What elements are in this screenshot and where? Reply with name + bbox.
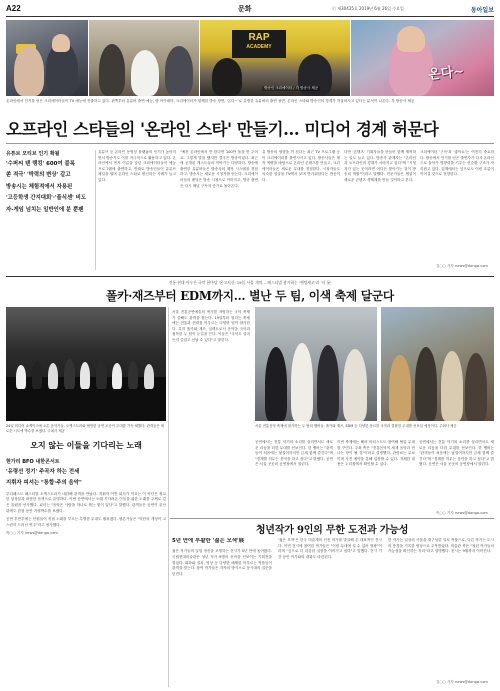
column-rule <box>168 307 169 687</box>
photo-band-two <box>381 307 494 421</box>
musician-figure <box>389 355 411 421</box>
article-subhead: 지휘자 피셔는 "통합·주의 음악" <box>6 480 82 487</box>
article-body: 부다페스트 페스티벌 오케스트라가 내한해 관객을 만났다. 지휘자 이반 피셔가 이끄는 이 악단은 정교한 앙상블과 따뜻한 음색으로 유명하다. 이번 공연에서는 오래 기다려온 이들을 위한 노래를 주제로 깊은 울림을 선사했다. 피셔는 "음악은 사람을 하나로 묶는 힘이 있다"고 말했다. 관객들은 공연이 끝난 뒤에도 한참 동안 기립박수를 보냈다. <box>6 491 166 513</box>
article-kicker: 전통·현대 아우른 국악 한마당 '온고지신' 19일 서울 개막… 페스티벌 참가하는 '랜텀새코'과 '더 튠' <box>168 280 332 285</box>
photo-caption: 서울 전통음악 축제에 참가하는 두 팀의 멤버들. 폴카와 재즈, EDM 등 다양한 장르를 국악과 결합한 무대를 선보일 예정이다. 주최사 제공 <box>255 424 457 428</box>
second-headline: 폴카·재즈부터 EDM까지… 별난 두 팀, 이색 축제 달군다 <box>106 289 394 303</box>
article-column: 다만 '콘텐츠' 기획자들을 만들어 함께 제작하는 일도 늘고 있다. 방송사 관계자는 "온라인과 오프라인의 경계가 사라지고 있다"며 "시청자가 있는 곳이라면 어디든 찾아가는 것이 방송의 역할"이라고 말했다. 전문가들은 협업이 새로운 콘텐츠 생태계를 만들 것이라고 본다. <box>344 150 416 182</box>
third-headline: 청년작가 9인의 무한 도전과 가능성 <box>255 525 409 536</box>
photo-credit: 방송인 크리에이터 / 각 방송사 제공 <box>264 86 319 90</box>
section-divider <box>6 276 494 277</box>
article-body: 젊은 작가들의 실험 정신을 조명하는 전시가 5년 만에 돌아왔다. 국립현대미술관은 청년 작가 9명의 신작을 선보이는 기획전을 열었다. 회화와 설치, 영상 등 다양한 매체를 아우르는 작품들이 관객을 맞는다. 참여 작가들은 각자의 방식으로 동시대의 질문을 던진다. <box>172 549 272 576</box>
masthead <box>6 3 494 17</box>
sidebar-column <box>6 458 166 687</box>
divider <box>170 518 494 519</box>
photo-caption: 온라인에서 인기를 얻은 크리에이터들이 TV 예능에 진출하고 있다. 왼쪽부터 유튜버 출연 예능, 랩 아카데미, 크리에이터가 함께한 방송 장면, '온다~'로 유명한 유튜버의 출연 장면. 온라인 스타와 방송인의 경계가 허물어지고 있다는 분석이 나온다. 각 방송사 제공 <box>6 99 415 103</box>
photo-creators-portrait <box>6 20 88 96</box>
article-column: 공연에서는 전통 악기의 소리를 살리면서도 새로운 리듬을 더한 무대를 선보인다. 한 멤버는 "관객들이 처음에는 낯설어하지만 금세 함께 즐긴다"며 "경계를 허무는 음악을 하고 싶다"고 밝혔다. 공연은 서울 곳곳의 공연장에서 열린다. <box>419 440 494 467</box>
article-subhead: 자-게임 넘치는 일반인에 분 뿐팬 <box>6 206 84 213</box>
divider <box>6 143 494 144</box>
musician-figure <box>128 361 138 389</box>
person-figure <box>99 44 125 96</box>
article-column: 유튜브 등 온라인 동영상 플랫폼의 인기가 높아지면서 방송가도 이를 적극적으로 활용하고 있다. 온라인에서 먼저 이름을 알린 크리에이터들이 예능 프로그램에 출연하고, 반대로 방송인들이 유튜브 채널을 열며 온라인 스타로 변신하는 사례가 늘고 있다. <box>98 150 176 182</box>
article-column: 공연에서는 전통 악기의 소리를 살리면서도 새로운 리듬을 더한 무대를 선보인다. 한 멤버는 "관객들이 처음에는 낯설어하지만 금세 함께 즐긴다"며 "경계를 허무는 음악을 하고 싶다"고 밝혔다. 공연은 서울 곳곳의 공연장에서 열린다. <box>255 440 333 467</box>
reporter-email: 이○○ 기자 news@donga.com <box>436 511 488 515</box>
section-title: 문화 <box>238 5 252 13</box>
musician-figure <box>80 362 90 389</box>
musician-figure <box>48 363 58 389</box>
sidebar-headline: 오지 않는 이들을 기다리는 노래 <box>30 440 142 450</box>
article-byline: 유튜브 모티브 인기 확될 <box>6 151 60 157</box>
musician-figure <box>32 361 42 389</box>
rap-academy-sign: RAP ACADEMY <box>232 30 286 58</box>
column-rule <box>95 150 96 270</box>
photo-orchestra <box>6 307 166 421</box>
person-head <box>397 26 425 52</box>
article-column <box>172 538 272 687</box>
issue-date: ⓒ 제30435호 2019년 6월 26일 수요일 <box>332 6 404 11</box>
musician-figure <box>265 347 287 421</box>
reporter-email: 김○○ 기자 news@donga.com <box>436 264 488 268</box>
person-figure <box>131 50 159 96</box>
article-column: 크리에이터 '구독'과 '좋아요'는 여전히 중요하다. 방송에서 인기를 얻은 출연자가 다시 온라인으로 돌아가 영향력을 키우는 선순환 구조가 자리잡고 있다. 업계에서는 앞으로도 이런 흐름이 이어질 것으로 전망한다. <box>420 150 494 177</box>
person-figure <box>212 58 242 96</box>
article-subhead: 쏟 적극' '박력의 변상' 같고 <box>6 172 71 179</box>
article-subhead: '고등학생 간지대회'·'플식센' 비도 <box>6 195 87 202</box>
person-head <box>52 34 70 52</box>
musician-figure <box>64 359 75 389</box>
photo-caption: 24일 미디어 쇼케이스에 오른 음악가들. 오케스트라와 협연한 공연 모습이 무대를 가득 채웠다. 관객들은 새로운 시도에 박수를 보냈다. 주최사 제공 <box>6 424 165 433</box>
musician-figure <box>415 347 437 421</box>
musician-figure <box>112 363 122 389</box>
musician-figure <box>96 360 107 389</box>
page-number: A22 <box>6 4 21 13</box>
article-body: 공연 후반부에는 단원들이 직접 노래를 부르는 특별한 무대도 펼쳐졌다. 평론가들은 "악단의 개성이 고스란히 드러난 연주"라고 평가했다. <box>6 517 166 527</box>
article-column <box>6 150 92 270</box>
musician-figure <box>16 365 26 389</box>
article-column: 서울 전통공연예술의 역사를 자랑하는 국악 축제가 올해도 관객을 찾는다. 19일부터 열리는 축제에는 전통과 현대를 아우르는 다양한 팀이 참가한다. 특히 폴카와 재즈, 일렉트로닉 음악을 국악과 접목한 두 팀이 눈길을 끈다. 이들은 "국악도 얼마든지 즐겁고 신날 수 있다"고 말한다. <box>172 310 250 342</box>
reporter-email: 김○○ 기자 news@donga.com <box>436 680 488 684</box>
newspaper-logo: 동아일보 <box>470 7 494 14</box>
article-column: 유 방송의 영향을 끼 친다는 최근 TV 프로그램 등이 크리에이터를 출연시키고 있다. 방송사들은 제작 역량을 바탕으로 온라인 콘텐츠를 만들고, 크리에이터들은 새로운 무대를 경험한다. 시청자들도 익숙한 얼굴을 TV에서 보며 반가워한다는 반응이다. <box>262 150 340 182</box>
person-figure <box>14 46 44 96</box>
musician-figure <box>317 345 339 421</box>
article-subhead: '수퍼씨 텐 랭킹' 600여 블록 <box>6 161 75 167</box>
musician-figure <box>291 343 313 421</box>
musician-figure <box>343 349 367 421</box>
article-byline: 현가리 BFO 내한콘서트 <box>6 459 60 465</box>
musician-figure <box>144 364 154 389</box>
onda-caption-overlay: 온다~ <box>427 64 465 83</box>
article-column: 한 작가는 일상의 사물을 재구성한 설치 작품으로, 다른 작가는 도시의 풍경을 기록한 영상으로 주목받았다. 미술관 측은 "청년 작가들의 가능성을 확인하는 자리"라고 설명했다. 전시는 9월까지 이어진다. <box>388 538 494 554</box>
reporter-email: 박○○ 기자 news@donga.com <box>6 531 58 536</box>
article-column: '젊은 모색'은 한국 미술계의 신진 작가를 발굴해 온 대표적인 전시다. 이번 전시에 참여한 작가들은 "이런 무대에 설 수 있어 영광"이라며 "앞으로 더 과감한 실험을 이어가고 싶다"고 말했다. 전시 기간 동안 작가와의 대화도 마련된다. <box>278 538 382 559</box>
person-figure <box>165 46 193 96</box>
musician-figure <box>441 351 463 421</box>
article-subhead: 방송시는 체험적에서 자용된 <box>6 183 73 190</box>
article-subhead: 5년 만에 부활한 '젊은 모색'展 <box>172 538 245 544</box>
musician-figure <box>465 353 487 421</box>
photo-onda-creator <box>351 20 494 96</box>
photo-band-one <box>255 307 377 421</box>
article-subhead: '유령선 정기' 주곡자 하는 전세 <box>6 469 80 475</box>
photo-studio-group <box>89 20 199 96</box>
main-headline: 오프라인 스타들의 '온라인 스타' 만들기… 미디어 경계 허문다 <box>6 120 439 139</box>
article-column: 이번 축제에는 해외 아티스트도 참여해 협업 무대를 꾸민다. 주최 측은 "전통음악이 세계 음악과 만나는 장이 될 것"이라고 설명했다. 관람료는 무료이며 사전 예약을 통해 입장할 수 있다. 자세한 내용은 누리집에서 확인할 수 있다. <box>337 440 415 467</box>
article-column: "예전 온라인에서 만 한다면 100만 돌을 만 주어요. 그렇게 말을 했지만 결국은 방송이었다. 최근에 공개된 게스트들의 이야기는 다양하다. 방송에 출연한 유튜버들은 방송사의 제작 시스템을 경험하고, 방송사는 새로운 시청자를 얻는다. 크리에이터들의 팬덤은 방송 시청으로 이어지고, 방송 출연은 다시 채널 구독자 증가로 돌아온다. <box>180 150 258 188</box>
